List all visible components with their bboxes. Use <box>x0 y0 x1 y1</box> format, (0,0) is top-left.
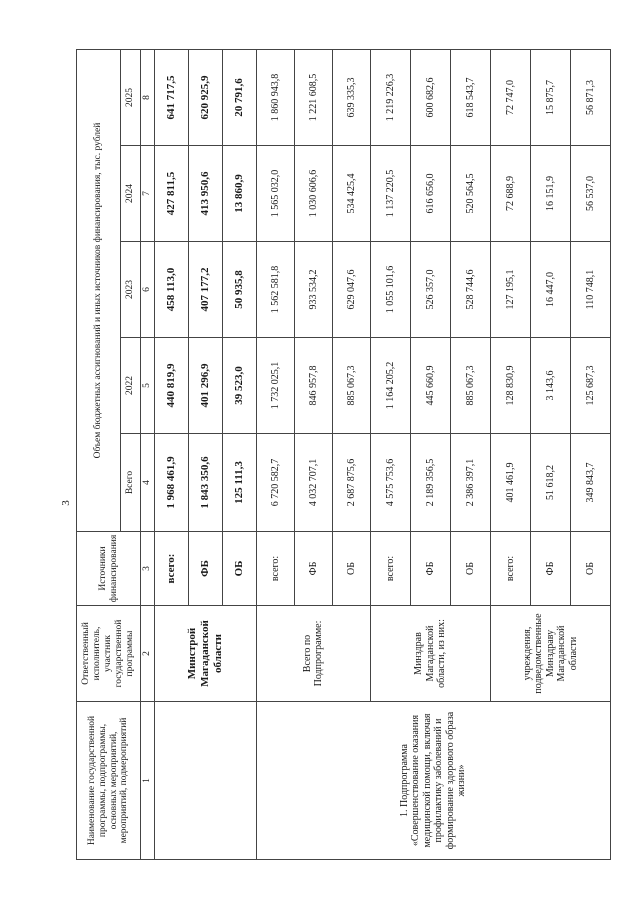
value-cell: 933 534,2 <box>294 242 332 338</box>
value-cell: 56 871,3 <box>570 49 610 145</box>
value-cell: 127 195,1 <box>490 242 530 338</box>
value-cell: 600 682,6 <box>410 49 450 145</box>
source-cell: ОБ <box>570 532 610 606</box>
table-row <box>256 49 294 859</box>
column-number: 1 <box>141 702 155 860</box>
value-cell: 846 957,8 <box>294 338 332 434</box>
value-cell: 4 032 707,1 <box>294 434 332 532</box>
value-cell: 349 843,7 <box>570 434 610 532</box>
value-cell: 128 830,9 <box>490 338 530 434</box>
value-cell: 445 660,9 <box>410 338 450 434</box>
value-cell: 50 935,8 <box>222 242 256 338</box>
executor-cell: учреждения, подведомственные Минздраву Магаданской области <box>490 606 610 702</box>
header-col1: Наименование государственной программы, подпрограммы, основных мероприятий, мероприятий, подмероприятий <box>77 702 141 860</box>
value-cell: 20 791,6 <box>222 49 256 145</box>
value-cell: 427 811,5 <box>154 146 188 242</box>
value-cell: 1 968 461,9 <box>154 434 188 532</box>
value-cell: 1 030 606,6 <box>294 146 332 242</box>
value-cell: 641 717,5 <box>154 49 188 145</box>
page-number: 3 <box>59 500 72 506</box>
value-cell: 3 143,6 <box>530 338 570 434</box>
source-cell: всего: <box>370 532 410 606</box>
funding-table <box>76 49 611 860</box>
program-name-cell <box>154 702 256 860</box>
value-cell: 125 687,3 <box>570 338 610 434</box>
executor-cell: Минздрав Магаданской области, из них: <box>370 606 490 702</box>
column-number: 3 <box>141 532 155 606</box>
value-cell: 629 047,6 <box>332 242 370 338</box>
value-cell: 39 523,0 <box>222 338 256 434</box>
value-cell: 534 425,4 <box>332 146 370 242</box>
value-cell: 2 687 875,6 <box>332 434 370 532</box>
value-cell: 72 747,0 <box>490 49 530 145</box>
value-cell: 6 720 582,7 <box>256 434 294 532</box>
header-year: 2025 <box>121 49 141 145</box>
source-cell: всего: <box>256 532 294 606</box>
column-number: 6 <box>141 242 155 338</box>
value-cell: 528 744,6 <box>450 242 490 338</box>
value-cell: 1 219 226,3 <box>370 49 410 145</box>
source-cell: ОБ <box>222 532 256 606</box>
value-cell: 1 732 025,1 <box>256 338 294 434</box>
header-row-numbers <box>141 49 155 859</box>
subprogram-name-cell: 1. Подпрограмма «Совершенствование оказания медицинской помощи, включая профилактику заболеваний и формирование здорового образа жизни» <box>256 702 610 860</box>
header-year: 2024 <box>121 146 141 242</box>
value-cell: 885 067,3 <box>450 338 490 434</box>
value-cell: 401 296,9 <box>188 338 222 434</box>
column-number: 2 <box>141 606 155 702</box>
value-cell: 1 164 205,2 <box>370 338 410 434</box>
table-row <box>154 49 188 859</box>
header-col2: Ответственный исполнитель, участник государственной программы <box>77 606 141 702</box>
header-funding-title: Объем бюджетных ассигнований и иных источников финансирования, тыс. рублей <box>77 49 121 531</box>
header-year: 2023 <box>121 242 141 338</box>
source-cell: ОБ <box>332 532 370 606</box>
value-cell: 72 688,9 <box>490 146 530 242</box>
value-cell: 458 113,0 <box>154 242 188 338</box>
value-cell: 413 950,6 <box>188 146 222 242</box>
executor-cell: Всего по Подпрограмме: <box>256 606 370 702</box>
header-row-main <box>77 49 121 859</box>
header-col3: Источники финансирования <box>77 532 141 606</box>
value-cell: 526 357,0 <box>410 242 450 338</box>
value-cell: 616 656,0 <box>410 146 450 242</box>
source-cell: всего: <box>154 532 188 606</box>
value-cell: 620 925,9 <box>188 49 222 145</box>
column-number: 7 <box>141 146 155 242</box>
source-cell: ОБ <box>450 532 490 606</box>
value-cell: 51 618,2 <box>530 434 570 532</box>
value-cell: 2 386 397,1 <box>450 434 490 532</box>
value-cell: 1 137 220,5 <box>370 146 410 242</box>
header-year: Всего <box>121 434 141 532</box>
value-cell: 4 575 753,6 <box>370 434 410 532</box>
source-cell: всего: <box>490 532 530 606</box>
header-year: 2022 <box>121 338 141 434</box>
column-number: 4 <box>141 434 155 532</box>
value-cell: 1 565 032,0 <box>256 146 294 242</box>
source-cell: ФБ <box>410 532 450 606</box>
column-number: 5 <box>141 338 155 434</box>
value-cell: 15 875,7 <box>530 49 570 145</box>
value-cell: 639 335,3 <box>332 49 370 145</box>
rotated-table-wrapper <box>76 50 601 860</box>
value-cell: 885 067,3 <box>332 338 370 434</box>
executor-cell: Минстрой Магаданской области <box>154 606 256 702</box>
value-cell: 2 189 356,5 <box>410 434 450 532</box>
value-cell: 13 860,9 <box>222 146 256 242</box>
value-cell: 1 860 943,8 <box>256 49 294 145</box>
source-cell: ФБ <box>294 532 332 606</box>
value-cell: 407 177,2 <box>188 242 222 338</box>
source-cell: ФБ <box>530 532 570 606</box>
value-cell: 16 151,9 <box>530 146 570 242</box>
value-cell: 110 748,1 <box>570 242 610 338</box>
value-cell: 618 543,7 <box>450 49 490 145</box>
value-cell: 440 819,9 <box>154 338 188 434</box>
value-cell: 1 055 101,6 <box>370 242 410 338</box>
value-cell: 1 221 608,5 <box>294 49 332 145</box>
value-cell: 520 564,5 <box>450 146 490 242</box>
value-cell: 16 447,0 <box>530 242 570 338</box>
value-cell: 401 461,9 <box>490 434 530 532</box>
value-cell: 56 537,0 <box>570 146 610 242</box>
column-number: 8 <box>141 49 155 145</box>
value-cell: 1 562 581,8 <box>256 242 294 338</box>
value-cell: 1 843 350,6 <box>188 434 222 532</box>
value-cell: 125 111,3 <box>222 434 256 532</box>
source-cell: ФБ <box>188 532 222 606</box>
